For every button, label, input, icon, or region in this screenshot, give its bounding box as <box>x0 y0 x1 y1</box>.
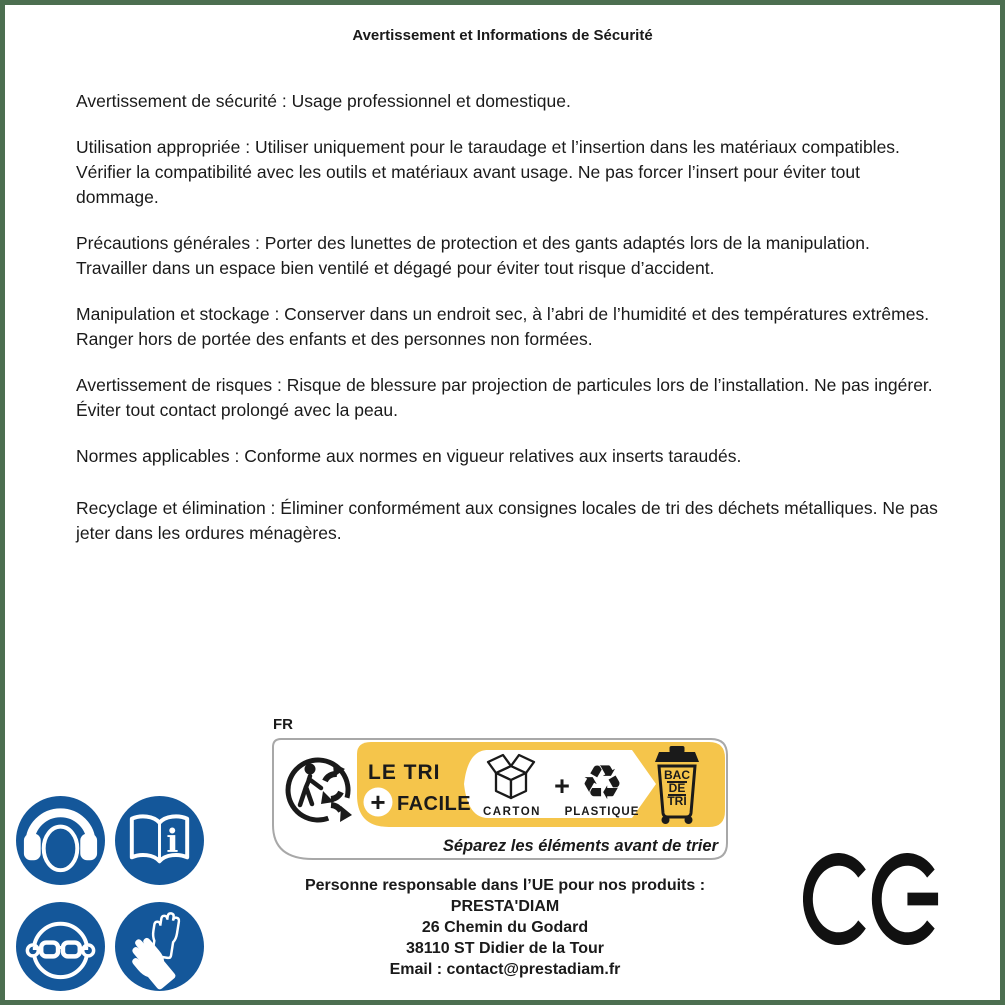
address-intro: Personne responsable dans l’UE pour nos produits : <box>304 877 706 894</box>
read-instruction-manual-icon <box>115 796 204 885</box>
tri-line2-text: FACILE <box>397 793 472 815</box>
ce-marking-icon <box>803 853 943 945</box>
bin-text-line1: BAC <box>664 768 690 782</box>
plastique-recycling-icon: ♻ <box>580 755 624 811</box>
carton-label: CARTON <box>483 806 541 818</box>
safety-text-block <box>76 89 938 567</box>
plus-sign: + <box>554 771 570 801</box>
email-address: Email : contact@prestadiam.fr <box>389 961 621 978</box>
svg-text:i: i <box>166 822 179 860</box>
paragraph-safety-warning: Avertissement de sécurité : Usage professionnel et domestique. <box>76 91 571 111</box>
wear-protective-gloves-icon <box>115 902 204 991</box>
paragraph-standards: Normes applicables : Conforme aux normes en vigueur relatives aux inserts taraudés. <box>76 446 742 466</box>
paragraph-risk-warning: Avertissement de risques : Risque de blessure par projection de particules lors de l’installation. Ne pas ingérer. Éviter tout contact prolongé avec la peau. <box>76 375 933 420</box>
paragraph-handling-storage: Manipulation et stockage : Conserver dans un endroit sec, à l’abri de l’humidité et des températures extrêmes. Ranger hors de portée des enfants et des personnes non formées. <box>76 304 930 349</box>
plus-badge-text: + <box>370 787 386 817</box>
country-code-label: FR <box>273 716 293 733</box>
city-address: 38110 ST Didier de la Tour <box>406 940 604 957</box>
mandatory-pictograms <box>16 796 204 991</box>
company-name: PRESTA'DIAM <box>450 898 560 915</box>
eu-responsible-address <box>255 875 755 980</box>
paragraph-appropriate-use: Utilisation appropriée : Utiliser uniquement pour le taraudage et l’insertion dans les matériaux compatibles. Vérifier la compatibilité avec les outils et matériaux avant usage. Ne pas forcer l’insert pour éviter tout dommage. <box>76 137 900 207</box>
wear-ear-protection-icon <box>16 796 105 885</box>
paragraph-general-precautions: Précautions générales : Porter des lunettes de protection et des gants adaptés lors de la manipulation. Travailler dans un espace bien ventilé et dégagé pour éviter tout risque d’accident. <box>76 233 870 278</box>
wear-eye-protection-icon <box>16 902 105 991</box>
sorting-slogan: Séparez les éléments avant de trier <box>442 837 718 855</box>
tri-facile-recycling-label <box>272 738 728 860</box>
street-address: 26 Chemin du Godard <box>421 919 589 936</box>
page-title: Avertissement et Informations de Sécurité <box>352 27 653 44</box>
plastique-label: PLASTIQUE <box>564 806 640 818</box>
paragraph-recycling: Recyclage et élimination : Éliminer conformément aux consignes locales de tri des déchets métalliques. Ne pas jeter dans les ordures ménagères. <box>76 498 938 543</box>
bin-text-line3: TRI <box>667 794 687 808</box>
bin-text-line2: DE <box>668 781 686 795</box>
tri-line1-text: LE TRI <box>368 761 441 784</box>
